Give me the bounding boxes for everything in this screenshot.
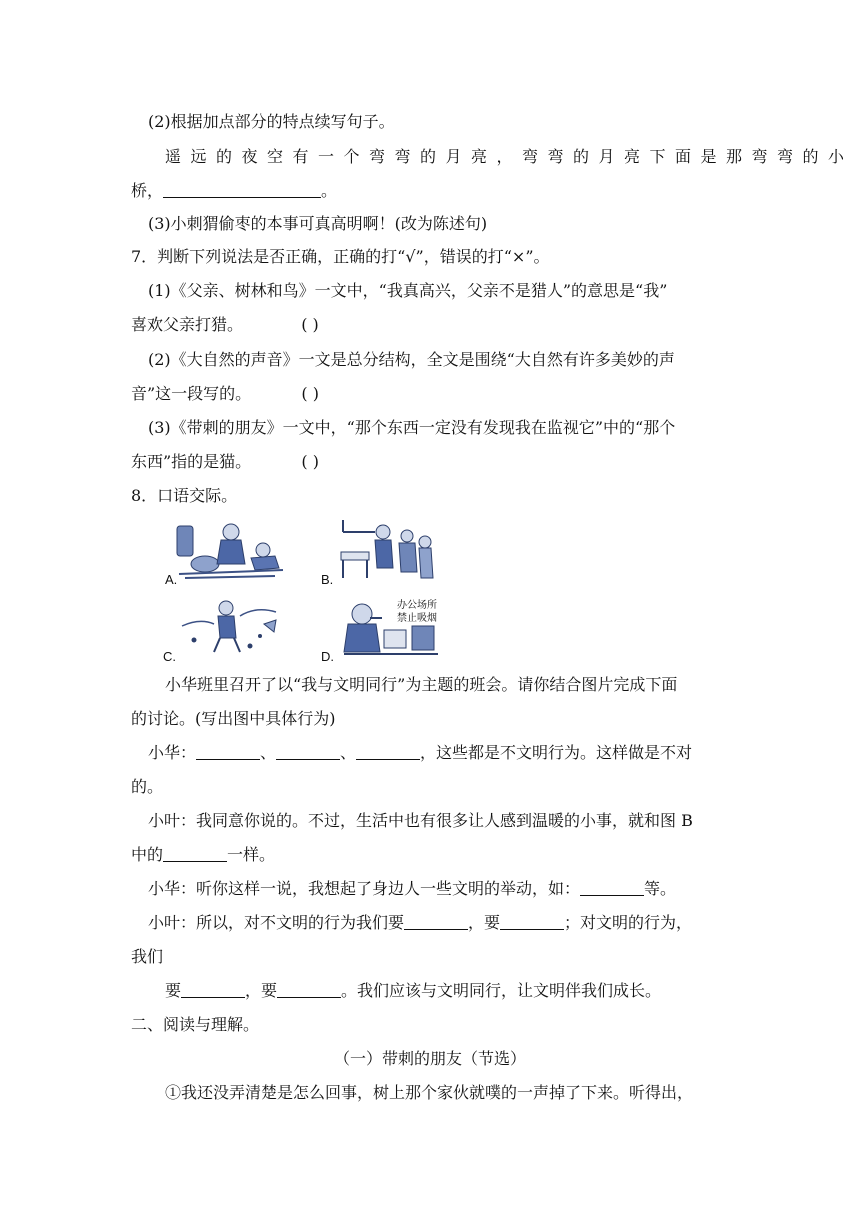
dialogue-3-blank[interactable] [580, 879, 644, 896]
q7-item-1-answer-paren[interactable]: ( ) [301, 315, 319, 334]
figure-a-label: A. [165, 572, 178, 587]
separator: 、 [340, 743, 357, 762]
q7-item-2-line2 [131, 383, 319, 405]
dialogue-4-blank-2[interactable] [500, 913, 564, 930]
no-smoking-sign-line2: 禁止吸烟 [397, 613, 437, 624]
dialogue-1-end: ，这些都是不文明行为。这样做是不对 [420, 743, 693, 762]
figure-c-littering [180, 596, 280, 658]
dialogue-2-blank[interactable] [163, 845, 227, 862]
q7-item-1-line1: (1)《父亲、树林和鸟》一文中，“我真高兴，父亲不是猎人”的意思是“我” [148, 281, 668, 300]
q7-title: 7．判断下列说法是否正确，正确的打“√”，错误的打“×”。 [131, 247, 550, 266]
q6-2-line2-start: 桥， [131, 181, 164, 200]
dialogue-1-blank-1[interactable] [196, 743, 260, 760]
dialogue-5-end: 。我们应该与文明同行，让文明伴我们成长。 [341, 981, 662, 1000]
dialogue-1-speaker: 小华： [148, 743, 197, 762]
q7-item-3-text: 东西”指的是猫。 [131, 452, 252, 471]
q6-2-prompt: (2)根据加点部分的特点续写句子。 [148, 112, 395, 131]
section-2-title: 二、阅读与理解。 [131, 1015, 260, 1034]
dialogue-4-blank-1[interactable] [404, 913, 468, 930]
separator: 、 [260, 743, 277, 762]
section-2-paragraph-1: ①我还没弄清楚是怎么回事，树上那个家伙就噗的一声掉了下来。听得出， [165, 1083, 694, 1102]
q7-item-3-line1: (3)《带刺的朋友》一文中，“那个东西一定没有发现我在监视它”中的“那个 [148, 418, 676, 437]
q7-item-2-answer-paren[interactable]: ( ) [301, 384, 319, 403]
q7-item-2-text: 音”这一段写的。 [131, 384, 252, 403]
q8-title: 8．口语交际。 [131, 486, 238, 505]
q6-2-line2-end: 。 [321, 181, 338, 200]
section-2-subtitle: （一）带刺的朋友（节选） [333, 1049, 526, 1068]
dialogue-5-mid: ，要 [245, 981, 278, 1000]
dialogue-2-line1: 小叶：我同意你说的。不过，生活中也有很多让人感到温暖的小事，就和图 B [148, 811, 693, 830]
dialogue-3-start: 小华：听你这样一说，我想起了身边人一些文明的举动，如： [148, 879, 581, 898]
dialogue-5-blank-1[interactable] [181, 981, 245, 998]
dialogue-2-end: 一样。 [227, 845, 276, 864]
figure-b-label: B. [321, 572, 334, 587]
figure-a-children-playing [175, 520, 285, 582]
figure-c-label: C. [163, 649, 176, 664]
q7-item-1-line2 [131, 314, 319, 336]
q6-3-prompt: (3)小刺猬偷枣的本事可真高明啊！(改为陈述句) [148, 214, 488, 233]
q8-intro-line1: 小华班里召开了以“我与文明同行”为主题的班会。请你结合图片完成下面 [165, 675, 678, 694]
q6-2-sentence-line2 [131, 180, 337, 202]
dialogue-4-mid: ，要 [468, 913, 501, 932]
q6-2-answer-blank[interactable] [163, 181, 321, 198]
q7-item-1-text: 喜欢父亲打猎。 [131, 315, 244, 334]
dialogue-1-line1 [148, 742, 692, 764]
figure-b-offering-seat [335, 518, 435, 582]
no-smoking-sign-line1: 办公场所 [397, 600, 437, 611]
q7-item-3-answer-paren[interactable]: ( ) [301, 452, 319, 471]
no-smoking-sign [397, 599, 437, 625]
dialogue-2-line2 [131, 844, 275, 866]
dialogue-4-line2: 我们 [131, 947, 164, 966]
dialogue-4-line1 [148, 912, 692, 934]
dialogue-5-start: 要 [165, 981, 182, 1000]
dialogue-1-line2: 的。 [131, 777, 164, 796]
q7-item-2-line1: (2)《大自然的声音》一文是总分结构，全文是围绕“大自然有许多美妙的声 [148, 350, 675, 369]
dialogue-4-end: ；对文明的行为， [564, 913, 693, 932]
q7-item-3-line2 [131, 451, 319, 473]
figure-d-label: D. [321, 649, 334, 664]
dialogue-2-start: 中的 [131, 845, 164, 864]
q8-intro-line2: 的讨论。(写出图中具体行为) [131, 709, 336, 728]
dialogue-5-blank-2[interactable] [277, 981, 341, 998]
dialogue-4-start: 小叶：所以，对不文明的行为我们要 [148, 913, 405, 932]
dialogue-5 [165, 980, 661, 1002]
dialogue-1-blank-3[interactable] [356, 743, 420, 760]
q6-2-sentence-line1: 遥远的夜空有一个弯弯的月亮，弯弯的月亮下面是那弯弯的小 [165, 147, 854, 166]
dialogue-1-blank-2[interactable] [276, 743, 340, 760]
dialogue-3-end: 等。 [644, 879, 677, 898]
dialogue-3 [148, 878, 676, 900]
